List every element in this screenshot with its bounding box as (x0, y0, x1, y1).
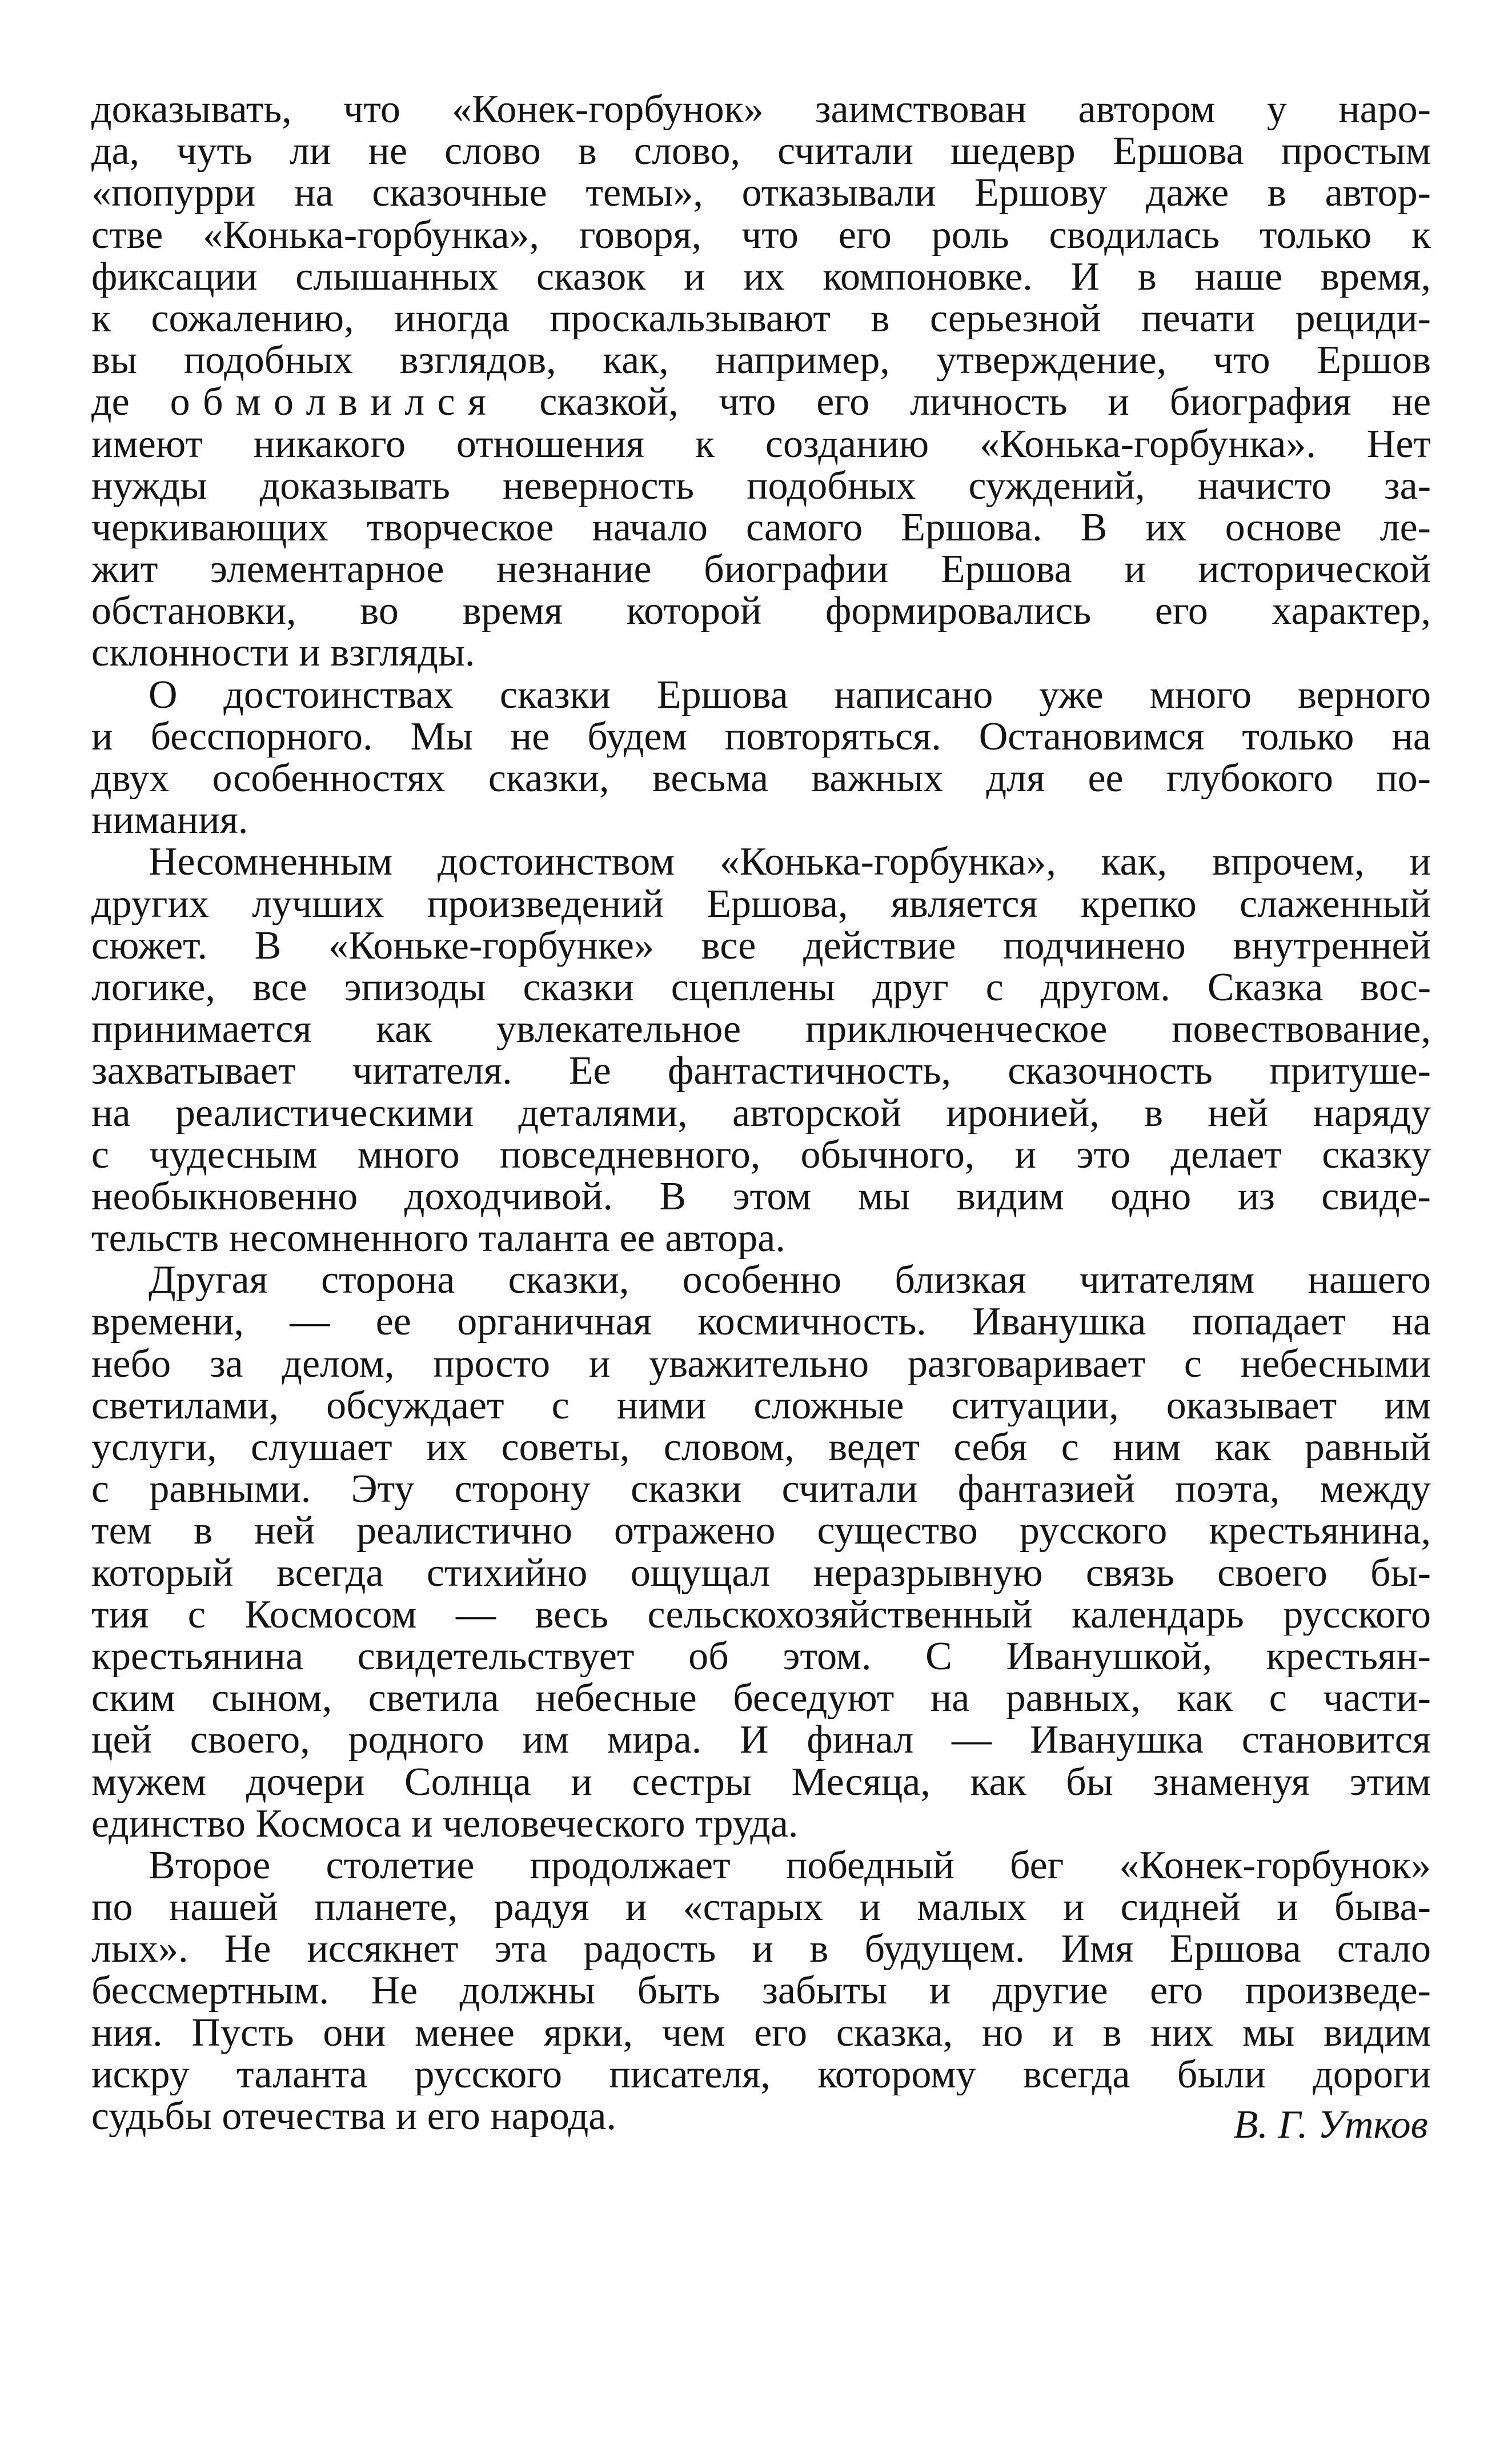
spaced-emphasis-word: обмолвился (170, 381, 499, 423)
text-line: доказывать, что «Конек-горбунок» заимствован автором у наро- (91, 89, 1431, 131)
text-line: искру таланта русского писателя, которому всегда были дороги (91, 2053, 1431, 2095)
text-line: Несомненным достоинством «Конька-горбунка», как, впрочем, и (149, 841, 1431, 883)
text-line: по нашей планете, радуя и «старых и малых и сидней и быва- (91, 1886, 1431, 1929)
text-line: крестьянина свидетельствует об этом. С Иванушкой, крестьян- (91, 1635, 1431, 1678)
text-line: к сожалению, иногда проскальзывают в серьезной печати рециди- (91, 297, 1431, 340)
text-line: логике, все эпизоды сказки сцеплены друг с другом. Сказка вос- (91, 966, 1431, 1009)
text-line: фиксации слышанных сказок и их компоновке. И в наше время, (91, 255, 1431, 298)
text-line: судьбы отечества и его народа. (91, 2095, 616, 2138)
paragraph-5 (91, 1845, 1431, 2137)
text-line: сюжет. В «Коньке-горбунке» все действие подчинено внутренней (91, 924, 1431, 967)
text-line: услуги, слушает их советы, словом, ведет себя с ним как равный (91, 1426, 1431, 1469)
body-text (91, 89, 1431, 2137)
paragraph-3 (91, 841, 1431, 1259)
text-line: других лучших произведений Ершова, является крепко слаженный (91, 883, 1431, 925)
paragraph-1 (91, 89, 1431, 674)
paragraph-2 (91, 674, 1431, 841)
text-line: жит элементарное незнание биографии Ершова и исторической (91, 548, 1431, 591)
text-line: двух особенностях сказки, весьма важных для ее глубокого по- (91, 757, 1431, 800)
text-line: нимания. (91, 799, 248, 841)
author-signature: В. Г. Утков (1233, 2103, 1428, 2147)
text-line: стве «Конька-горбунка», говоря, что его роль сводилась только к (91, 214, 1431, 256)
text-line: небо за делом, просто и уважительно разговаривает с небесными (91, 1342, 1431, 1385)
text-line: необыкновенно доходчивой. В этом мы видим одно из свиде- (91, 1175, 1431, 1218)
text-line: времени, — ее органичная космичность. Иванушка попадает на (91, 1301, 1431, 1343)
text-line: лых». Не иссякнет эта радость и в будущем. Имя Ершова стало (91, 1928, 1431, 1970)
text-line: и бесспорного. Мы не будем повторяться. Остановимся только на (91, 715, 1431, 757)
text-line: обстановки, во время которой формировались его характер, (91, 590, 1431, 632)
text-line: захватывает читателя. Ее фантастичность, сказочность притуше- (91, 1050, 1431, 1092)
text-line: тельств несомненного таланта ее автора. (91, 1217, 785, 1260)
text-line: цей своего, родного им мира. И финал — Иванушка становится (91, 1719, 1431, 1761)
text-line: «попурри на сказочные темы», отказывали Ершову даже в автор- (91, 172, 1431, 214)
text-line: принимается как увлекательное приключенческое повествование, (91, 1008, 1431, 1051)
text-line: который всегда стихийно ощущал неразрывную связь своего бы- (91, 1552, 1431, 1594)
text-line: с равными. Эту сторону сказки считали фантазией поэта, между (91, 1468, 1431, 1510)
line-suffix: сказкой, что его личность и биография не (499, 381, 1431, 423)
text-line: тем в ней реалистично отражено существо русского крестьянина, (91, 1510, 1431, 1552)
text-line: О достоинствах сказки Ершова написано уже много верного (149, 674, 1431, 716)
text-line: нужды доказывать неверность подобных суждений, начисто за- (91, 464, 1431, 507)
text-line: Второе столетие продолжает победный бег «Конек-горбунок» (149, 1844, 1431, 1887)
text-line: мужем дочери Солнца и сестры Месяца, как бы знаменуя этим (91, 1761, 1431, 1803)
text-line: светилами, обсуждает с ними сложные ситуации, оказывает им (91, 1384, 1431, 1426)
text-line-emphasis (91, 381, 1431, 423)
text-line: с чудесным много повседневного, обычного, и это делает сказку (91, 1133, 1431, 1176)
text-line: ским сыном, светила небесные беседуют на равных, как с части- (91, 1677, 1431, 1719)
text-line: ния. Пусть они менее ярки, чем его сказка, но и в них мы видим (91, 2011, 1431, 2054)
text-line: вы подобных взглядов, как, например, утверждение, что Ершов (91, 339, 1431, 382)
text-line: да, чуть ли не слово в слово, считали шедевр Ершова простым (91, 130, 1431, 173)
text-line: имеют никакого отношения к созданию «Конька-горбунка». Нет (91, 423, 1431, 465)
text-line: черкивающих творческое начало самого Ершова. В их основе ле- (91, 506, 1431, 549)
text-line: склонности и взгляды. (91, 632, 475, 674)
text-line: Другая сторона сказки, особенно близкая читателям нашего (149, 1259, 1431, 1301)
text-line: единство Космоса и человеческого труда. (91, 1802, 799, 1845)
paragraph-4 (91, 1259, 1431, 1845)
text-line: тия с Космосом — весь сельскохозяйственный календарь русского (91, 1593, 1431, 1636)
text-line: на реалистическими деталями, авторской иронией, в ней наряду (91, 1092, 1431, 1134)
text-line: бессмертным. Не должны быть забыты и другие его произведе- (91, 1970, 1431, 2012)
line-prefix: де (91, 381, 170, 423)
